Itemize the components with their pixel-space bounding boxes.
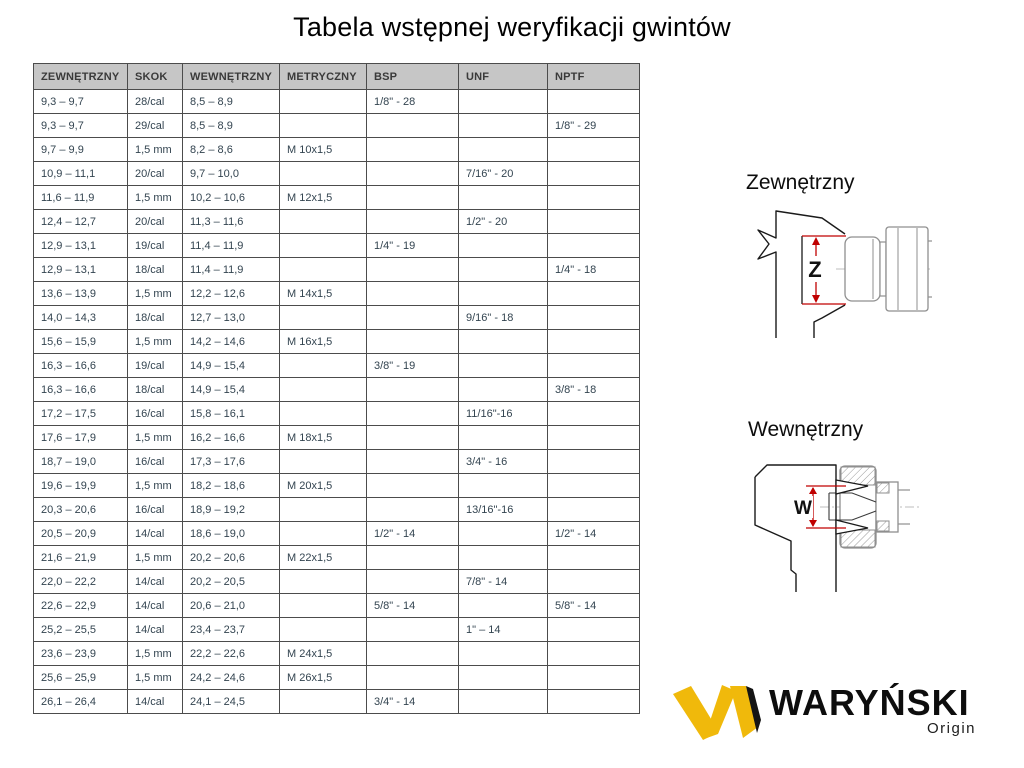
table-cell: 14/cal: [128, 570, 183, 594]
table-cell: 21,6 – 21,9: [34, 546, 128, 570]
table-cell: [367, 618, 459, 642]
table-cell: 25,2 – 25,5: [34, 618, 128, 642]
table-cell: [548, 402, 640, 426]
table-cell: 1,5 mm: [128, 282, 183, 306]
table-cell: 18/cal: [128, 306, 183, 330]
column-header: WEWNĘTRZNY: [183, 64, 280, 90]
table-cell: 24,2 – 24,6: [183, 666, 280, 690]
table-cell: [459, 330, 548, 354]
table-cell: [548, 282, 640, 306]
table-cell: M 20x1,5: [280, 474, 367, 498]
table-cell: [459, 234, 548, 258]
table-cell: 16/cal: [128, 450, 183, 474]
table-cell: 12,2 – 12,6: [183, 282, 280, 306]
table-cell: [280, 258, 367, 282]
table-cell: 3/8" - 19: [367, 354, 459, 378]
table-cell: 11,3 – 11,6: [183, 210, 280, 234]
brand-logo: [673, 676, 978, 754]
dimension-w-label: W: [794, 498, 812, 519]
table-cell: [548, 330, 640, 354]
table-cell: 12,7 – 13,0: [183, 306, 280, 330]
table-cell: 14/cal: [128, 618, 183, 642]
table-cell: 18,6 – 19,0: [183, 522, 280, 546]
table-cell: [367, 474, 459, 498]
table-cell: 1,5 mm: [128, 186, 183, 210]
table-cell: 15,8 – 16,1: [183, 402, 280, 426]
table-cell: 20/cal: [128, 210, 183, 234]
table-cell: [548, 162, 640, 186]
table-cell: [280, 402, 367, 426]
table-cell: 29/cal: [128, 114, 183, 138]
column-header: ZEWNĘTRZNY: [34, 64, 128, 90]
table-cell: [548, 450, 640, 474]
column-header: BSP: [367, 64, 459, 90]
table-cell: 12,4 – 12,7: [34, 210, 128, 234]
table-cell: 20,6 – 21,0: [183, 594, 280, 618]
table-cell: [459, 258, 548, 282]
table-cell: [548, 138, 640, 162]
table-cell: 1/4" - 19: [367, 234, 459, 258]
table-row: [34, 354, 640, 378]
table-row: [34, 378, 640, 402]
thread-table: [33, 63, 640, 714]
table-row: [34, 690, 640, 714]
table-cell: [367, 330, 459, 354]
external-thread-diagram: [732, 203, 932, 344]
table-cell: 1,5 mm: [128, 138, 183, 162]
table-cell: 24,1 – 24,5: [183, 690, 280, 714]
table-cell: 17,3 – 17,6: [183, 450, 280, 474]
table-row: [34, 330, 640, 354]
brand-origin-label: Origin: [926, 720, 976, 737]
table-cell: M 22x1,5: [280, 546, 367, 570]
table-cell: [459, 186, 548, 210]
table-row: [34, 162, 640, 186]
table-cell: 14,9 – 15,4: [183, 354, 280, 378]
table-cell: M 18x1,5: [280, 426, 367, 450]
table-row: [34, 426, 640, 450]
table-cell: 23,6 – 23,9: [34, 642, 128, 666]
table-cell: 3/4" - 16: [459, 450, 548, 474]
table-cell: M 14x1,5: [280, 282, 367, 306]
table-cell: M 16x1,5: [280, 330, 367, 354]
table-row: [34, 594, 640, 618]
table-cell: 1" – 14: [459, 618, 548, 642]
brand-name: WARYŃSKI: [769, 682, 970, 723]
table-cell: [367, 570, 459, 594]
table-cell: 16/cal: [128, 498, 183, 522]
table-cell: [459, 114, 548, 138]
table-cell: 14,9 – 15,4: [183, 378, 280, 402]
table-cell: 16,3 – 16,6: [34, 354, 128, 378]
internal-thread-diagram: [736, 452, 924, 597]
table-row: [34, 522, 640, 546]
table-cell: [280, 378, 367, 402]
table-cell: [459, 546, 548, 570]
table-cell: [367, 210, 459, 234]
table-cell: [548, 666, 640, 690]
table-cell: [367, 306, 459, 330]
table-cell: 5/8" - 14: [367, 594, 459, 618]
table-cell: [548, 690, 640, 714]
table-cell: M 26x1,5: [280, 666, 367, 690]
table-cell: 15,6 – 15,9: [34, 330, 128, 354]
table-cell: 28/cal: [128, 90, 183, 114]
table-cell: [367, 162, 459, 186]
table-cell: 13,6 – 13,9: [34, 282, 128, 306]
table-cell: [367, 450, 459, 474]
table-cell: 3/8" - 18: [548, 378, 640, 402]
table-cell: 10,2 – 10,6: [183, 186, 280, 210]
table-cell: 14/cal: [128, 522, 183, 546]
table-cell: 17,2 – 17,5: [34, 402, 128, 426]
table-cell: [548, 618, 640, 642]
external-diagram-label: Zewnętrzny: [746, 171, 855, 194]
table-cell: [548, 570, 640, 594]
table-cell: [367, 258, 459, 282]
table-row: [34, 618, 640, 642]
table-cell: 3/4" - 14: [367, 690, 459, 714]
table-cell: [367, 546, 459, 570]
table-cell: 17,6 – 17,9: [34, 426, 128, 450]
table-row: [34, 138, 640, 162]
table-cell: [459, 354, 548, 378]
table-row: [34, 474, 640, 498]
table-cell: 1,5 mm: [128, 666, 183, 690]
table-cell: 7/16" - 20: [459, 162, 548, 186]
table-row: [34, 666, 640, 690]
table-cell: 16,2 – 16,6: [183, 426, 280, 450]
table-cell: 22,6 – 22,9: [34, 594, 128, 618]
table-cell: 20,3 – 20,6: [34, 498, 128, 522]
table-cell: 20,2 – 20,6: [183, 546, 280, 570]
table-cell: 1,5 mm: [128, 546, 183, 570]
caliper-internal-measure-icon: [736, 452, 924, 592]
table-cell: 9,3 – 9,7: [34, 90, 128, 114]
caliper-external-measure-icon: [732, 203, 932, 339]
table-cell: [367, 426, 459, 450]
dimension-z-label: Z: [808, 257, 822, 282]
table-cell: 18,9 – 19,2: [183, 498, 280, 522]
table-cell: 8,5 – 8,9: [183, 90, 280, 114]
table-cell: 23,4 – 23,7: [183, 618, 280, 642]
table-cell: 20/cal: [128, 162, 183, 186]
table-cell: [280, 234, 367, 258]
table-cell: [459, 138, 548, 162]
table-cell: 8,2 – 8,6: [183, 138, 280, 162]
table-row: [34, 450, 640, 474]
table-cell: [367, 642, 459, 666]
table-cell: 18,2 – 18,6: [183, 474, 280, 498]
table-cell: 20,5 – 20,9: [34, 522, 128, 546]
table-cell: [280, 690, 367, 714]
table-cell: [367, 498, 459, 522]
table-cell: [280, 306, 367, 330]
table-cell: 9/16" - 18: [459, 306, 548, 330]
table-cell: 18,7 – 19,0: [34, 450, 128, 474]
table-cell: 26,1 – 26,4: [34, 690, 128, 714]
table-cell: M 24x1,5: [280, 642, 367, 666]
table-cell: 1/2" - 20: [459, 210, 548, 234]
table-cell: 19/cal: [128, 354, 183, 378]
table-cell: 1,5 mm: [128, 474, 183, 498]
internal-diagram-label: Wewnętrzny: [748, 418, 864, 441]
table-cell: [280, 354, 367, 378]
table-cell: 9,3 – 9,7: [34, 114, 128, 138]
table-cell: 11,6 – 11,9: [34, 186, 128, 210]
table-cell: [459, 666, 548, 690]
table-cell: [367, 666, 459, 690]
table-cell: [280, 618, 367, 642]
table-cell: 22,2 – 22,6: [183, 642, 280, 666]
table-row: [34, 114, 640, 138]
table-row: [34, 210, 640, 234]
table-cell: [280, 498, 367, 522]
table-cell: 11,4 – 11,9: [183, 234, 280, 258]
table-cell: [280, 570, 367, 594]
table-cell: [280, 522, 367, 546]
table-cell: 19,6 – 19,9: [34, 474, 128, 498]
table-row: [34, 90, 640, 114]
table-cell: [459, 642, 548, 666]
table-cell: [548, 186, 640, 210]
table-row: [34, 258, 640, 282]
table-cell: 1/4" - 18: [548, 258, 640, 282]
table-cell: 16,3 – 16,6: [34, 378, 128, 402]
warynski-w-mark-icon: [673, 682, 761, 744]
table-cell: 1/8" - 29: [548, 114, 640, 138]
table-cell: 22,0 – 22,2: [34, 570, 128, 594]
table-cell: [548, 426, 640, 450]
table-cell: 12,9 – 13,1: [34, 258, 128, 282]
table-cell: [548, 642, 640, 666]
page-title: Tabela wstępnej weryfikacji gwintów: [293, 12, 731, 42]
table-row: [34, 642, 640, 666]
table-row: [34, 234, 640, 258]
table-cell: 1,5 mm: [128, 426, 183, 450]
table-cell: [459, 426, 548, 450]
table-cell: [367, 138, 459, 162]
table-cell: 14,2 – 14,6: [183, 330, 280, 354]
table-cell: [459, 522, 548, 546]
column-header: SKOK: [128, 64, 183, 90]
table-cell: 20,2 – 20,5: [183, 570, 280, 594]
table-cell: 1,5 mm: [128, 330, 183, 354]
table-cell: 14/cal: [128, 690, 183, 714]
table-row: [34, 282, 640, 306]
table-cell: 1/8" - 28: [367, 90, 459, 114]
column-header: NPTF: [548, 64, 640, 90]
table-cell: [548, 210, 640, 234]
table-cell: [280, 90, 367, 114]
table-cell: [548, 498, 640, 522]
table-row: [34, 570, 640, 594]
table-row: [34, 306, 640, 330]
table-cell: 14,0 – 14,3: [34, 306, 128, 330]
table-row: [34, 546, 640, 570]
table-cell: [459, 474, 548, 498]
table-cell: 5/8" - 14: [548, 594, 640, 618]
table-cell: [367, 114, 459, 138]
table-cell: [280, 594, 367, 618]
table-cell: 25,6 – 25,9: [34, 666, 128, 690]
table-cell: 12,9 – 13,1: [34, 234, 128, 258]
table-cell: 7/8" - 14: [459, 570, 548, 594]
table-row: [34, 498, 640, 522]
table-cell: [459, 282, 548, 306]
table-cell: 11/16"-16: [459, 402, 548, 426]
table-cell: 8,5 – 8,9: [183, 114, 280, 138]
table-cell: [548, 546, 640, 570]
thread-table-container: [33, 63, 640, 714]
table-cell: 1,5 mm: [128, 642, 183, 666]
table-cell: [367, 282, 459, 306]
table-cell: [459, 378, 548, 402]
table-cell: [280, 114, 367, 138]
table-cell: [280, 162, 367, 186]
table-cell: 9,7 – 10,0: [183, 162, 280, 186]
table-cell: [367, 186, 459, 210]
table-cell: [548, 354, 640, 378]
table-cell: 1/2" - 14: [548, 522, 640, 546]
table-cell: [367, 402, 459, 426]
table-cell: 14/cal: [128, 594, 183, 618]
table-cell: 19/cal: [128, 234, 183, 258]
table-cell: 10,9 – 11,1: [34, 162, 128, 186]
table-cell: [459, 90, 548, 114]
table-cell: 13/16"-16: [459, 498, 548, 522]
table-cell: [367, 378, 459, 402]
column-header: UNF: [459, 64, 548, 90]
table-cell: 1/2" - 14: [367, 522, 459, 546]
table-cell: 18/cal: [128, 378, 183, 402]
table-cell: 16/cal: [128, 402, 183, 426]
table-cell: M 12x1,5: [280, 186, 367, 210]
table-cell: [548, 234, 640, 258]
table-cell: [459, 594, 548, 618]
table-row: [34, 186, 640, 210]
table-cell: 11,4 – 11,9: [183, 258, 280, 282]
table-cell: [548, 474, 640, 498]
table-cell: [280, 210, 367, 234]
table-cell: [459, 690, 548, 714]
table-header-row: [34, 64, 640, 90]
table-cell: M 10x1,5: [280, 138, 367, 162]
table-cell: [548, 90, 640, 114]
table-cell: [548, 306, 640, 330]
column-header: METRYCZNY: [280, 64, 367, 90]
table-cell: 9,7 – 9,9: [34, 138, 128, 162]
table-cell: [280, 450, 367, 474]
table-row: [34, 402, 640, 426]
table-cell: 18/cal: [128, 258, 183, 282]
